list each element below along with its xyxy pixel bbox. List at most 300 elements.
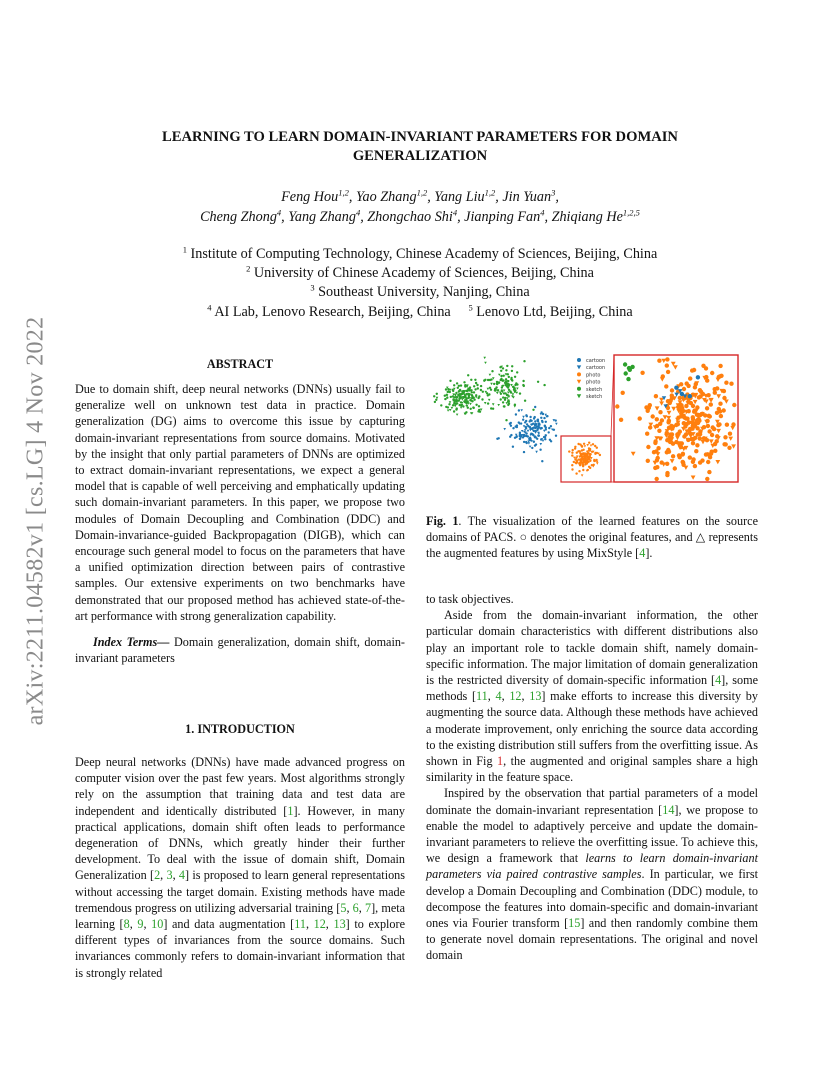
- photo-point: [586, 444, 589, 446]
- photo-point-zoomed: [651, 414, 655, 418]
- sketch-point-zoomed: [630, 365, 634, 369]
- sketch-point: [445, 388, 447, 390]
- photo-point-zoomed: [684, 466, 689, 470]
- sketch-point: [480, 385, 482, 387]
- photo-point-zoomed: [724, 381, 728, 385]
- sketch-point: [468, 388, 470, 390]
- photo-point-zoomed: [682, 421, 686, 425]
- cartoon-point: [521, 430, 524, 432]
- sketch-point: [467, 374, 469, 376]
- photo-point-zoomed: [656, 452, 661, 456]
- sketch-point: [475, 404, 477, 406]
- photo-point-zoomed: [615, 404, 619, 408]
- photo-point-zoomed: [698, 432, 702, 436]
- photo-point: [581, 456, 583, 458]
- photo-point-zoomed: [631, 452, 636, 456]
- sketch-point: [456, 382, 458, 384]
- photo-point-zoomed: [655, 417, 659, 421]
- legend-label: cartoon: [586, 358, 606, 364]
- photo-point-zoomed: [717, 422, 721, 426]
- cartoon-point: [548, 427, 550, 429]
- sketch-point: [480, 389, 482, 391]
- author: Cheng Zhong: [200, 209, 277, 225]
- cartoon-point: [522, 416, 525, 418]
- cartoon-point: [540, 417, 542, 419]
- photo-point: [578, 450, 580, 452]
- sketch-point: [449, 391, 451, 393]
- photo-point-zoomed: [671, 425, 675, 429]
- citation-link[interactable]: 2: [154, 868, 161, 883]
- photo-point-zoomed: [656, 456, 660, 460]
- cartoon-point: [510, 422, 512, 424]
- sketch-point: [500, 398, 502, 400]
- photo-point-zoomed: [728, 432, 732, 436]
- cartoon-point: [522, 419, 524, 421]
- photo-point-zoomed: [688, 455, 692, 459]
- sketch-point: [500, 379, 502, 381]
- sketch-point: [495, 386, 497, 388]
- sketch-point: [474, 379, 476, 381]
- photo-point-zoomed: [715, 386, 719, 390]
- sketch-point: [458, 393, 460, 395]
- legend-label: cartoon: [586, 365, 606, 372]
- cartoon-point: [543, 430, 546, 432]
- cartoon-point: [545, 434, 547, 436]
- cartoon-point: [555, 419, 557, 421]
- photo-point: [575, 457, 577, 459]
- sketch-point: [435, 399, 437, 401]
- tsne-plot: [425, 352, 758, 487]
- citation-link[interactable]: 13: [333, 917, 346, 932]
- photo-point-zoomed: [659, 401, 664, 405]
- cartoon-point: [539, 449, 541, 451]
- sketch-point: [460, 401, 462, 403]
- photo-point-zoomed: [719, 414, 723, 418]
- sketch-point: [489, 374, 492, 376]
- intro-heading: 1. INTRODUCTION: [185, 722, 295, 736]
- sketch-point: [458, 398, 460, 400]
- sketch-point: [532, 409, 534, 411]
- sketch-point: [490, 383, 493, 385]
- legend-marker: [577, 380, 581, 384]
- cartoon-point: [533, 430, 535, 432]
- photo-point-zoomed: [728, 437, 733, 441]
- sketch-point: [503, 392, 505, 394]
- cartoon-point: [532, 423, 534, 425]
- citation-link[interactable]: 12: [313, 917, 326, 932]
- sketch-point: [500, 375, 502, 377]
- sketch-point: [486, 392, 488, 394]
- affiliation: $^3$ Southeast University, Nanjing, China: [310, 282, 530, 301]
- sketch-point: [505, 419, 507, 421]
- citation-link[interactable]: 7: [364, 900, 372, 915]
- photo-point: [596, 447, 598, 449]
- photo-point: [589, 453, 591, 455]
- sketch-point: [449, 380, 451, 382]
- photo-point-zoomed: [648, 425, 652, 429]
- sketch-point: [501, 389, 503, 391]
- photo-point-zoomed: [677, 404, 681, 408]
- emphasis-text: learns to learn domain-invariant parameters via paired contrastive samples: [426, 851, 758, 882]
- sketch-point: [473, 385, 475, 387]
- photo-point-zoomed: [671, 454, 675, 458]
- photo-point-zoomed: [621, 391, 625, 395]
- photo-point: [590, 445, 593, 447]
- sketch-point: [484, 402, 487, 404]
- sketch-point: [457, 387, 459, 389]
- title-line-2: GENERALIZATION: [352, 148, 488, 164]
- citation-link[interactable]: 3: [166, 868, 173, 883]
- sketch-point-zoomed: [626, 377, 630, 381]
- photo-point: [588, 457, 590, 459]
- cartoon-point: [519, 438, 521, 440]
- author-affil-sup: 1,2,5: [622, 207, 640, 218]
- photo-point-zoomed: [718, 402, 722, 406]
- sketch-point: [501, 386, 503, 388]
- sketch-point: [502, 367, 504, 369]
- photo-point-zoomed: [657, 359, 661, 363]
- sketch-point: [508, 376, 510, 378]
- photo-point-zoomed: [665, 363, 669, 367]
- photo-point-zoomed: [682, 415, 686, 419]
- citation-link[interactable]: 6: [352, 900, 359, 915]
- cartoon-point: [518, 409, 520, 411]
- paragraph: Inspired by the observation that partial parameters of a model dominate the domain-invariant representation [14], we propose to enable the model to adaptively perceive and update the domain-invariant parameters to relieve the overfitting issue. To achieve this, we design a framework that learns to learn domain-invariant parameters via paired contrastive samples. In particular, we first develop a Domain Decoupling and Combination (DDC) module, to decompose the features into domain-specific and domain-invariant ones via Fourier transform [15] and then randomly combine them to generate novel domain representations. The original and novel domain: [426, 786, 758, 963]
- photo-point-zoomed: [705, 378, 709, 382]
- photo-point-zoomed: [705, 477, 709, 481]
- photo-point: [583, 443, 585, 445]
- author-affil-sup: 4: [452, 207, 458, 218]
- sketch-point: [514, 404, 516, 406]
- sketch-point: [471, 397, 473, 399]
- legend-marker: [577, 358, 581, 362]
- sketch-point: [487, 402, 489, 404]
- photo-point-zoomed: [682, 387, 686, 391]
- photo-point-zoomed: [638, 416, 642, 420]
- author: Yao Zhang: [355, 189, 417, 205]
- photo-point-zoomed: [684, 432, 688, 436]
- photo-point-zoomed: [655, 477, 659, 481]
- photo-point-zoomed: [732, 403, 736, 407]
- photo-point-zoomed: [693, 385, 697, 389]
- photo-point-zoomed: [704, 366, 708, 370]
- legend-label: sketch: [586, 394, 603, 400]
- cartoon-point: [534, 420, 536, 422]
- photo-point: [581, 463, 583, 465]
- photo-point-zoomed: [716, 378, 721, 382]
- sketch-point: [514, 384, 516, 386]
- citation-link[interactable]: 4: [715, 673, 722, 688]
- sketch-point: [475, 382, 477, 384]
- sketch-point: [444, 398, 446, 400]
- citation-link[interactable]: 10: [151, 917, 164, 932]
- sketch-point: [453, 399, 455, 401]
- sketch-point: [453, 410, 455, 412]
- cartoon-point-zoomed: [674, 386, 678, 390]
- photo-point-zoomed: [709, 402, 713, 406]
- cartoon-point: [545, 426, 547, 428]
- citation-link[interactable]: 4: [495, 689, 502, 704]
- cartoon-point: [533, 417, 535, 419]
- sketch-point: [496, 381, 498, 383]
- photo-point-zoomed: [670, 388, 674, 392]
- photo-point-zoomed: [730, 426, 735, 430]
- photo-point-zoomed: [666, 370, 670, 374]
- sketch-point: [447, 410, 450, 412]
- cartoon-point: [525, 414, 527, 416]
- photo-point-zoomed: [709, 398, 714, 402]
- cartoon-point: [536, 419, 538, 421]
- figure-link[interactable]: 1: [497, 754, 504, 769]
- sketch-point: [445, 406, 447, 408]
- author: Feng Hou: [281, 189, 339, 205]
- affiliation: $^2$ University of Chinese Academy of Sciences, Beijing, China: [246, 263, 594, 282]
- sketch-point: [464, 384, 466, 386]
- cartoon-point: [527, 430, 530, 432]
- sketch-point: [470, 408, 472, 410]
- sketch-point: [467, 407, 469, 409]
- cartoon-point: [533, 426, 535, 428]
- photo-point-zoomed: [696, 413, 700, 417]
- photo-point-zoomed: [645, 432, 649, 436]
- cartoon-point-zoomed: [696, 375, 700, 379]
- photo-point-zoomed: [686, 438, 690, 442]
- sketch-point: [492, 408, 494, 410]
- sketch-point: [492, 403, 495, 405]
- abstract-body: [75, 381, 405, 666]
- photo-point: [584, 445, 587, 447]
- sketch-point: [477, 387, 479, 389]
- sketch-point: [511, 365, 513, 367]
- sketch-point: [452, 390, 454, 392]
- photo-point-zoomed: [691, 457, 695, 461]
- cartoon-point: [548, 431, 550, 433]
- photo-point: [592, 465, 595, 467]
- sketch-point: [455, 392, 457, 394]
- photo-point: [572, 449, 574, 451]
- affiliation-list: [90, 245, 750, 322]
- sketch-point: [507, 392, 510, 394]
- photo-point-zoomed: [722, 396, 726, 400]
- cartoon-point: [515, 436, 517, 438]
- sketch-point: [453, 396, 455, 398]
- photo-point-zoomed: [664, 384, 668, 388]
- sketch-point: [496, 392, 499, 394]
- sketch-point: [481, 398, 483, 400]
- photo-point-zoomed: [655, 406, 660, 410]
- author-affil-sup: 4: [540, 207, 545, 218]
- sketch-point: [489, 387, 491, 389]
- sketch-point: [499, 366, 501, 368]
- author: Yang Liu: [434, 189, 485, 205]
- sketch-point: [506, 394, 508, 396]
- sketch-point: [465, 402, 467, 404]
- photo-point-zoomed: [706, 393, 710, 397]
- sketch-point: [502, 379, 504, 381]
- photo-point-zoomed: [712, 427, 716, 431]
- sketch-point: [507, 386, 509, 388]
- author-affil-sup: 4: [276, 207, 282, 218]
- photo-point: [594, 452, 596, 454]
- photo-point: [588, 442, 590, 444]
- photo-point: [578, 470, 580, 472]
- photo-point-zoomed: [706, 424, 710, 428]
- citation-link[interactable]: 4: [639, 546, 646, 561]
- sketch-point: [448, 403, 450, 405]
- photo-point-zoomed: [660, 460, 664, 464]
- photo-point-zoomed: [715, 460, 720, 464]
- photo-point: [589, 449, 591, 451]
- photo-point-zoomed: [693, 400, 698, 404]
- index-terms-text: Domain generalization, domain shift, domain-invariant parameters: [75, 635, 405, 666]
- photo-point-zoomed: [666, 438, 670, 442]
- sketch-point: [469, 393, 471, 395]
- author: Zhongchao Shi: [367, 209, 453, 225]
- photo-point: [571, 454, 573, 456]
- citation-link[interactable]: 11: [294, 917, 306, 932]
- photo-point-zoomed: [705, 452, 709, 456]
- sketch-point: [543, 384, 545, 386]
- citation-link[interactable]: 13: [529, 689, 542, 704]
- photo-point: [582, 469, 584, 471]
- citation-link[interactable]: 14: [662, 802, 675, 817]
- scatter-points-overview: [433, 352, 601, 477]
- sketch-point: [470, 379, 472, 381]
- arxiv-identifier: arXiv:2211.04582v1 [cs.LG] 4 Nov 2022: [22, 316, 49, 726]
- cartoon-point: [533, 441, 535, 443]
- sketch-point: [444, 395, 446, 397]
- cartoon-point: [529, 419, 531, 421]
- photo-point-zoomed: [729, 382, 733, 386]
- cartoon-point: [528, 442, 531, 444]
- cartoon-point: [527, 425, 529, 427]
- sketch-point: [451, 407, 454, 409]
- citation-link[interactable]: 4: [178, 868, 186, 883]
- photo-point-zoomed: [698, 394, 702, 398]
- sketch-point: [471, 391, 473, 393]
- author-affil-sup: 1,2: [484, 187, 496, 198]
- sketch-point: [511, 379, 513, 381]
- photo-point: [571, 468, 573, 470]
- legend-label: photo: [586, 379, 601, 386]
- cartoon-point: [522, 436, 524, 438]
- cartoon-point: [538, 435, 540, 437]
- cartoon-point-zoomed: [674, 393, 678, 397]
- cartoon-point: [534, 424, 536, 426]
- sketch-point: [512, 386, 514, 388]
- citation-link[interactable]: 9: [137, 917, 144, 932]
- legend-label: sketch: [586, 386, 603, 393]
- photo-point-zoomed: [665, 462, 669, 466]
- photo-point-zoomed: [719, 374, 723, 378]
- photo-point-zoomed: [731, 422, 735, 426]
- photo-point-zoomed: [722, 389, 726, 393]
- photo-point-zoomed: [703, 413, 707, 417]
- photo-point-zoomed: [653, 439, 657, 443]
- photo-point-zoomed: [708, 414, 712, 418]
- sketch-point-zoomed: [623, 362, 627, 366]
- sketch-point: [494, 389, 496, 391]
- legend-label: photo: [586, 372, 601, 379]
- cartoon-point: [515, 425, 517, 427]
- photo-point-zoomed: [673, 466, 677, 470]
- photo-point-zoomed: [691, 415, 695, 419]
- sketch-point: [483, 357, 486, 359]
- cartoon-point: [520, 409, 523, 411]
- photo-point: [574, 447, 576, 449]
- photo-point-zoomed: [658, 410, 662, 414]
- author-list: [90, 187, 750, 227]
- photo-point-zoomed: [697, 419, 701, 423]
- sketch-point: [471, 394, 473, 396]
- legend-marker: [577, 394, 581, 398]
- cartoon-point: [520, 422, 522, 424]
- cartoon-point: [555, 435, 557, 437]
- citation-link[interactable]: 8: [123, 917, 130, 932]
- sketch-point: [473, 391, 475, 393]
- sketch-point: [516, 371, 518, 373]
- sketch-point: [464, 412, 466, 414]
- cartoon-point: [529, 429, 532, 431]
- photo-point-zoomed: [665, 357, 669, 361]
- photo-point-zoomed: [646, 459, 650, 463]
- sketch-point: [469, 403, 472, 405]
- photo-point-zoomed: [665, 473, 669, 477]
- photo-point-zoomed: [707, 470, 711, 474]
- sketch-point: [461, 392, 463, 394]
- cartoon-point: [544, 438, 546, 440]
- scatter-points-zoomed: [615, 357, 736, 481]
- citation-link[interactable]: 1: [287, 803, 294, 818]
- sketch-point: [505, 381, 507, 383]
- sketch-point: [513, 389, 515, 391]
- cartoon-point: [529, 446, 532, 448]
- sketch-point: [507, 404, 509, 406]
- citation-link[interactable]: 15: [568, 916, 581, 931]
- caption-label: Fig. 1: [426, 514, 459, 528]
- cartoon-point: [498, 437, 500, 439]
- photo-point-zoomed: [694, 449, 698, 453]
- cartoon-point: [550, 425, 552, 427]
- cartoon-point: [541, 420, 543, 422]
- photo-point-zoomed: [690, 368, 694, 372]
- citation-link[interactable]: 12: [509, 689, 522, 704]
- photo-point-zoomed: [701, 440, 706, 444]
- photo-point: [581, 445, 583, 447]
- sketch-point: [456, 414, 459, 416]
- author: Jianping Fan: [464, 209, 541, 225]
- photo-point-zoomed: [619, 418, 623, 422]
- cartoon-point: [519, 433, 521, 435]
- photo-point-zoomed: [657, 429, 661, 433]
- photo-point-zoomed: [667, 411, 672, 415]
- author-line-2: Cheng Zhong$^4$, Yang Zhang$^4$, Zhongchao Shi$^4$, Jianping Fan$^4$, Zhiqiang He$^{1,2,5}$: [200, 207, 640, 225]
- photo-point-zoomed: [670, 459, 675, 463]
- photo-point: [573, 461, 575, 463]
- author-affil-sup: 1,2: [338, 187, 349, 198]
- photo-point-zoomed: [710, 371, 714, 375]
- sketch-point: [511, 370, 513, 372]
- sketch-point: [510, 391, 512, 393]
- photo-point: [575, 462, 577, 464]
- sketch-point: [498, 374, 501, 376]
- photo-point: [571, 452, 573, 454]
- photo-point-zoomed: [698, 388, 702, 392]
- citation-link[interactable]: 5: [340, 900, 347, 915]
- cartoon-point: [555, 423, 558, 425]
- intro-paragraph: Deep neural networks (DNNs) have made advanced progress on computer vision over the past few years. Most algorithms strongly rely on the assumption that training data and test data are independent and identically distributed [1]. However, in many practical applications, domain shift often leads to performance degeneration of DNNs, which greatly hinder their further development. To deal with the issue of domain shift, Domain Generalization [2, 3, 4] is proposed to learn general representations without accessing the target domain. Existing methods have made tremendous progress on utilizing adversarial training [5, 6, 7], meta learning [8, 9, 10] and data augmentation [11, 12, 13] to explore different types of invariances from the source domains. Such invariances commonly refers to domain-invariant information that is strongly related: [75, 755, 406, 980]
- citation-link[interactable]: 11: [476, 689, 488, 704]
